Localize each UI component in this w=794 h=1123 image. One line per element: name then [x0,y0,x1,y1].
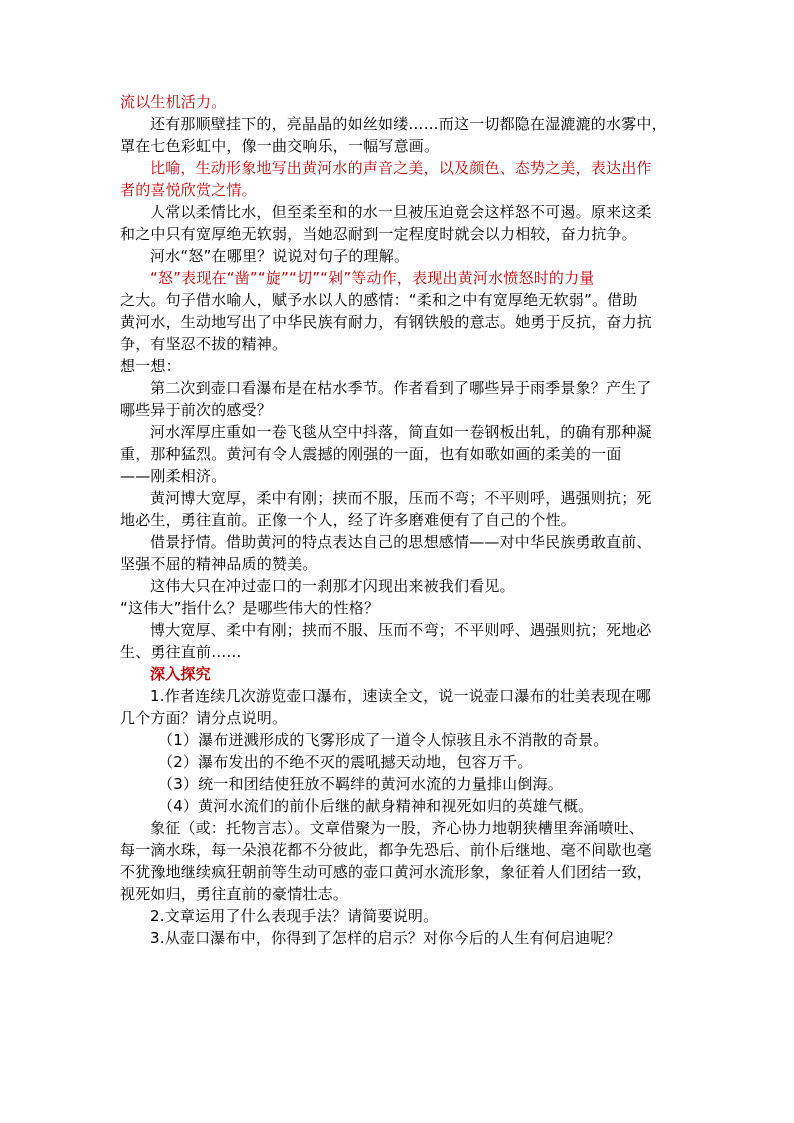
text-line: 黄河博大宽厚，柔中有刚；挟而不服，压而不弯；不平则呼，遇强则抗；死 [150,489,652,507]
document-body [120,91,680,949]
text-line: 借景抒情。借助黄河的特点表达自己的思想感情——对中华民族勇敢直前、 [150,533,652,551]
answer-item: （3）统一和团结使狂放不羁绊的黄河水流的力量排山倒海。 [158,775,563,793]
text-line: 不犹豫地继续疯狂朝前等生动可感的壶口黄河水流形象，象征着人们团结一致， [120,863,653,881]
answer-item: （1）瀑布迸溅形成的飞雾形成了一道令人惊骇且永不消散的奇景。 [158,731,609,749]
section-label: 想一想： [120,357,181,375]
text-line: 罩在七色彩虹中，像一曲交响乐，一幅写意画。 [120,137,440,155]
text-line: 坚强不屈的精神品质的赞美。 [120,555,318,573]
text-line: 每一滴水珠，每一朵浪花都不分彼此，都争先恐后、前仆后继地、毫不间歇也毫 [120,841,653,859]
text-line: 哪些异于前次的感受？ [120,401,273,419]
question-text: 1.作者连续几次游览壶口瀑布，速读全文，说一说壶口瀑布的壮美表现在哪 [150,687,652,705]
text-line: 视死如归，勇往直前的豪情壮志。 [120,885,349,903]
text-line: 象征（或：托物言志）。文章借聚为一股，齐心协力地朝狭槽里奔涌喷吐、 [150,819,645,837]
text-line: 博大宽厚、柔中有刚；挟而不服、压而不弯；不平则呼、遇强则抗；死地必 [150,621,652,639]
text-line: 生、勇往直前…… [120,643,242,661]
text-line: 这伟大只在冲过壶口的一刹那才闪现出来被我们看见。 [150,577,515,595]
text-line: 地必生，勇往直前。正像一个人，经了许多磨难便有了自己的个性。 [120,511,577,529]
question-text: 2.文章运用了什么表现手法？请简要说明。 [150,907,439,925]
question-text: 3.从壶口瀑布中，你得到了怎样的启示？对你今后的人生有何启迪呢？ [150,929,621,947]
emphasis-text: “怒”表现在“凿”“旋”“切”“剁”等动作，表现出黄河水愤怒时的力量 [150,269,595,287]
text-line: 第二次到壶口看瀑布是在枯水季节。作者看到了哪些异于雨季景象？产生了 [150,379,652,397]
text-line: 河水“怒”在哪里？说说对句子的理解。 [150,247,410,265]
text-line: “这伟大”指什么？是哪些伟大的性格？ [120,599,380,617]
text-line: 黄河水，生动地写出了中华民族有耐力，有钢铁般的意志。她勇于反抗，奋力抗 [120,313,653,331]
text-line: 之大。句子借水喻人，赋予水以人的感情：“柔和之中有宽厚绝无软弱”。借助 [120,291,638,309]
text-line: 流以生机活力。 [120,93,227,111]
answer-item: （4）黄河水流们的前仆后继的献身精神和视死如归的英雄气概。 [158,797,594,815]
text-line: 者的喜悦欣赏之情。 [120,181,257,199]
text-line: 河水浑厚庄重如一卷飞毯从空中抖落，简直如一卷钢板出轧，的确有那种凝 [150,423,652,441]
text-line: 重，那种猛烈。黄河有令人震撼的刚强的一面，也有如歌如画的柔美的一面 [120,445,622,463]
text-line: 比喻，生动形象地写出黄河水的声音之美，以及颜色、态势之美，表达出作 [150,159,652,177]
text-line: 争，有坚忍不拔的精神。 [120,335,288,353]
answer-item: （2）瀑布发出的不绝不灭的震吼撼天动地，包容万千。 [158,753,533,771]
text-line: 还有那顺壁挂下的，亮晶晶的如丝如缕……而这一切都隐在湿漉漉的水雾中， [150,115,667,133]
text-line [120,267,680,289]
section-heading: 深入探究 [150,665,211,683]
question-text: 几个方面？请分点说明。 [120,709,288,727]
text-line: ——刚柔相济。 [120,467,227,485]
text-line: 和之中只有宽厚绝无软弱，当她忍耐到一定程度时就会以力相较，奋力抗争。 [120,225,637,243]
text-line: 人常以柔情比水，但至柔至和的水一旦被压迫竟会这样怒不可遏。原来这柔 [150,203,652,221]
